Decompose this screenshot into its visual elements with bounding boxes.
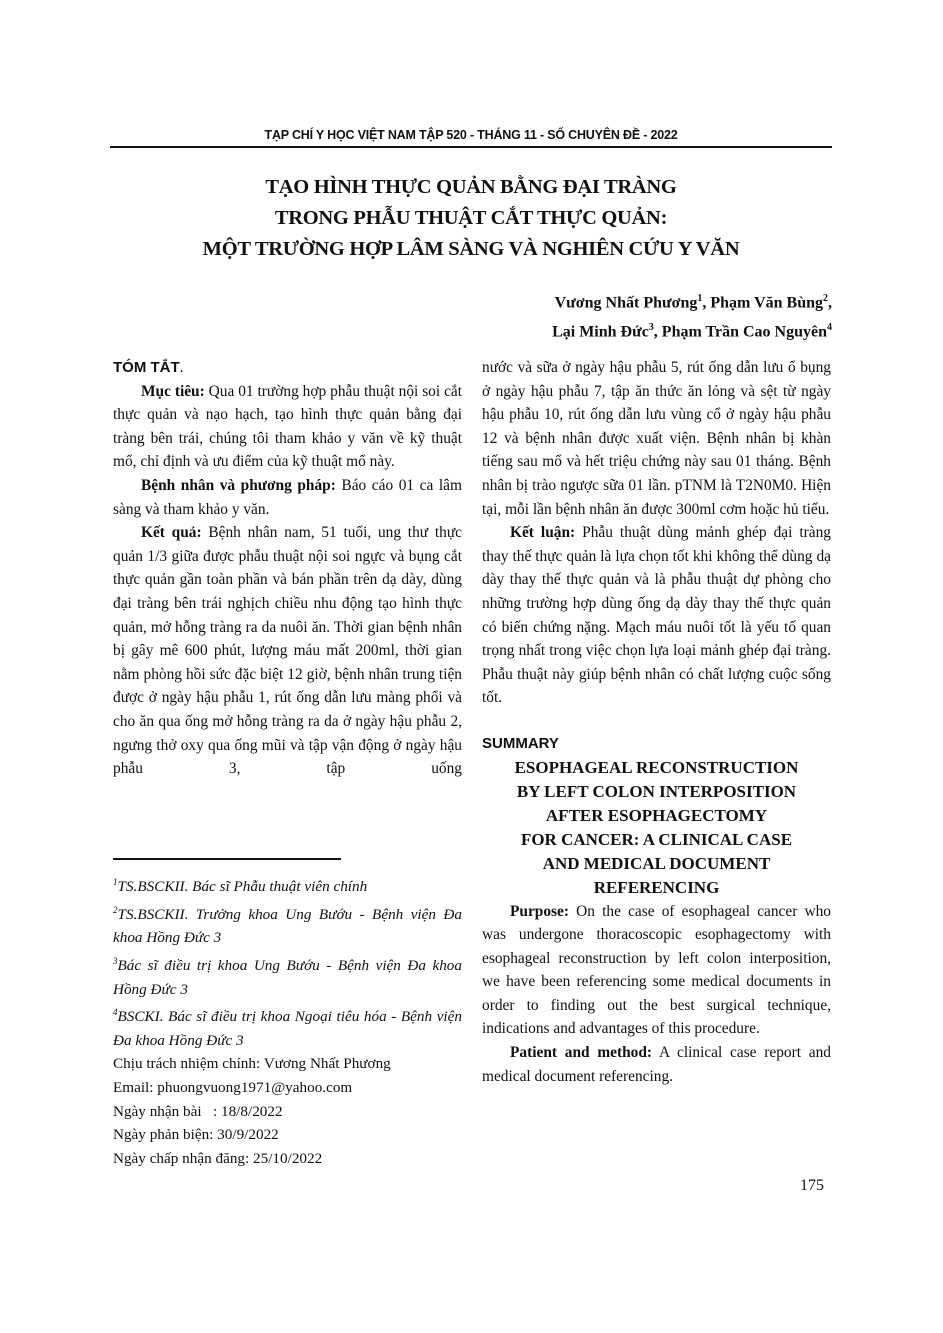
right-column [482,356,831,1088]
purpose-paragraph [482,900,831,1042]
footnote [113,950,462,1001]
paragraph-text: On the case of esophageal cancer who was undergone thoracoscopic esophagectomy with esophageal reconstruction by left colon interposition, we have been referencing some medical documents in order to finding out the best surgical technique, indications and advantages of this procedure. [482,902,831,1038]
conclusion-paragraph [482,521,831,710]
title-line: TẠO HÌNH THỰC QUẢN BẰNG ĐẠI TRÀNG [265,176,677,198]
received-date: Ngày nhận bài : 18/8/2022 [113,1102,283,1120]
footnote-number: 4 [113,1007,118,1018]
paragraph-label: Patient and method: [510,1044,653,1062]
footnote-text: Bác sĩ điều trị khoa Ung Bướu - Bệnh viện Đa khoa Hồng Đức 3 [113,956,462,998]
methods-paragraph [113,474,462,521]
patient-method-paragraph [482,1041,831,1088]
footnote-text: TS.BSCKII. Bác sĩ Phẫu thuật viên chính [117,878,368,896]
footnote [113,1001,462,1052]
paragraph-label: Bệnh nhân và phương pháp: [141,476,336,494]
paragraph-text: A clinical case report and medical document referencing. [482,1044,831,1085]
separator: , [653,323,662,341]
author-name: Vương Nhất Phương [554,294,698,312]
author-name: Phạm Trần Cao Nguyên [661,323,827,341]
paragraph-text: Phẫu thuật dùng mảnh ghép đại tràng thay thế thực quản là lựa chọn tốt khi không thể dùng dạ dày thay thế thực quản và là phẫu thuật dự phòng cho những trường hợp dùng ống dạ dày thay thế thực quản có biến chứng nặng. Mạch máu nuôi tốt là yếu tố quan trọng nhất trong việc chọn lựa loại mảnh ghép đại tràng. Phẫu thuật này giúp bệnh nhân có chất lượng cuộc sống tốt. [482,524,831,707]
footnote-text: TS.BSCKII. Trưởng khoa Ung Bướu - Bệnh viện Đa khoa Hồng Đức 3 [113,905,462,947]
left-column [113,356,462,781]
author-affiliation: 4 [827,322,832,334]
heading-punct: . [179,359,184,376]
title-line: MỘT TRƯỜNG HỢP LÂM SÀNG VÀ NGHIÊN CỨU Y VĂN [202,238,740,260]
corresponding-author: Chịu trách nhiệm chính: Vương Nhất Phương [113,1055,391,1073]
results-continued: nước và sữa ở ngày hậu phẫu 5, rút ống dẫn lưu ổ bụng ở ngày hậu phẫu 7, tập ăn thức ăn lỏng và sệt từ ngày hậu phẫu 10, rút ống dẫn lưu vùng cổ ở ngày hậu phẫu 12 và bệnh nhân được xuất viện. Bệnh nhân bị khàn tiếng sau mổ và hết triệu chứng này sau 01 tháng. Bệnh nhân bị trào ngược sữa 01 lần. pTNM là T2N0M0. Hiện tại, mỗi lần bệnh nhân ăn được 300ml cơm hoặc hủ tiếu. [482,359,831,518]
title-line: TRONG PHẪU THUẬT CẮT THỰC QUẢN: [274,207,668,229]
paragraph-label: Kết quả: [141,524,202,542]
journal-header: TẠP CHÍ Y HỌC VIỆT NAM TẬP 520 - THÁNG 11 - SỐ CHUYÊN ĐỀ - 2022 [264,128,678,142]
header-rule [110,146,832,148]
footnote [113,871,462,899]
accepted-date: Ngày chấp nhận đăng: 25/10/2022 [113,1149,323,1167]
title-line: REFERENCING [593,877,720,897]
author-name: Phạm Văn Bùng [710,294,823,312]
separator: , [702,294,711,312]
title-line: AFTER ESOPHAGECTOMY [545,805,768,825]
results-paragraph [113,521,462,781]
abstract-heading [113,356,462,380]
author-affiliation: 3 [648,322,654,334]
footnote-number: 3 [113,955,118,966]
title-line: BY LEFT COLON INTERPOSITION [516,781,797,801]
title-line: ESOPHAGEAL RECONSTRUCTION [514,757,799,777]
paragraph-text: Báo cáo 01 ca lâm sàng và tham khảo y văn. [113,476,462,518]
author-name: Lại Minh Đức [552,323,649,341]
paragraph-text: Qua 01 trường hợp phẫu thuật nội soi cắt thực quản và nạo hạch, tạo hình thực quản bằng đại tràng bên trái, chúng tôi tham khảo y văn về kỹ thuật mổ, chỉ định và ưu điểm của kỹ thuật mổ này. [113,382,463,471]
summary-heading: SUMMARY [482,734,559,752]
english-title [482,756,831,900]
article-title [110,172,832,265]
paragraph-text: Bệnh nhân nam, 51 tuổi, ung thư thực quản 1/3 giữa được phẫu thuật nội soi ngực và bụng cắt thực quản gần toàn phần và bán phần trên dạ dày, dùng đại tràng bên trái nghịch chiều nhu động tạo hình thực quản, mở hỗng tràng ra da nuôi ăn. Thời gian bệnh nhân bị gây mê 600 phút, lượng máu mất 200ml, thời gian nằm phòng hồi sức đặc biệt 12 giờ, bệnh nhân trung tiện được ở ngày hậu phẫu 1, rút ống dẫn lưu màng phổi và cho ăn qua ống mở hỗng tràng ra da ở ngày hậu phẫu 2, ngưng thở oxy qua ống mũi và tập vận động ở ngày hậu phẫu 3, tập uống [113,524,462,778]
separator: , [828,294,832,312]
author-affiliation: 2 [823,293,828,304]
email: Email: phuongvuong1971@yahoo.com [113,1079,353,1096]
footnote-text: BSCKI. Bác sĩ điều trị khoa Ngoại tiêu hóa - Bệnh viện Đa khoa Hồng Đức 3 [113,1008,462,1049]
footnote-number: 1 [113,877,118,887]
title-line: AND MEDICAL DOCUMENT [542,853,771,873]
footnote-rule [113,858,341,860]
footnotes [113,871,462,1170]
section-heading: TÓM TẮT [113,359,180,376]
author-list [552,286,832,345]
review-date: Ngày phản biện: 30/9/2022 [113,1126,279,1144]
footnote [113,899,462,950]
paragraph-label: Kết luận: [510,524,576,542]
title-line: FOR CANCER: A CLINICAL CASE [520,829,793,849]
paragraph-label: Mục tiêu: [141,382,205,400]
paragraph-label: Purpose: [510,902,569,920]
footnote-number: 2 [113,904,118,915]
author-affiliation: 1 [697,293,703,304]
page-number: 175 [800,1177,824,1194]
objective-paragraph [113,380,462,474]
